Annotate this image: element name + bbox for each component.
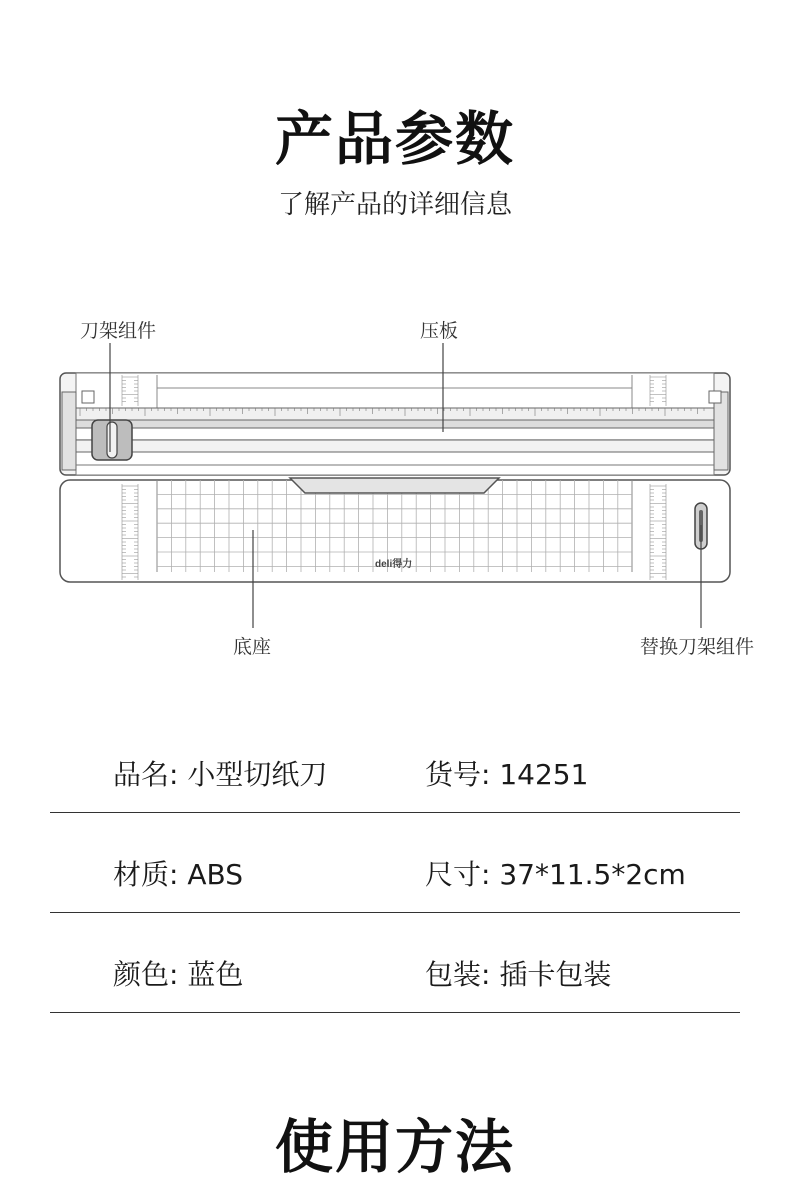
spec-row — [50, 713, 740, 813]
brand-logo: deli得力 — [375, 559, 413, 570]
blade-holder-slider — [92, 420, 132, 460]
spec-item-number: 货号: 14251 — [425, 758, 589, 791]
spec-color: 颜色: 蓝色 — [113, 958, 244, 991]
section-title-usage: 使用方法 — [274, 1113, 515, 1181]
spec-row — [50, 913, 740, 1013]
callout-replacement-blade: 替换刀架组件 — [640, 636, 755, 658]
divider — [50, 1012, 740, 1013]
spec-label: 尺寸 — [425, 858, 482, 891]
spec-label: 货号 — [425, 758, 482, 791]
spec-packaging: 包装: 插卡包装 — [425, 958, 612, 991]
spec-size: 尺寸: 37*11.5*2cm — [425, 858, 686, 891]
spec-value: ABS — [187, 858, 244, 891]
spec-label: 品名 — [113, 758, 170, 791]
spec-value: 插卡包装 — [499, 958, 612, 991]
page-subtitle: 了解产品的详细信息 — [277, 190, 512, 220]
callout-blade-holder: 刀架组件 — [80, 320, 157, 342]
spec-label: 材质 — [113, 858, 170, 891]
spec-label: 颜色 — [113, 958, 170, 991]
spec-value: 37*11.5*2cm — [499, 858, 686, 891]
spec-row — [50, 813, 740, 913]
spec-value: 蓝色 — [187, 958, 244, 991]
spec-material: 材质: ABS — [113, 858, 244, 891]
page-title: 产品参数 — [274, 105, 515, 173]
spec-label: 包装 — [425, 958, 482, 991]
spec-value: 小型切纸刀 — [187, 758, 328, 791]
callout-pressure-plate: 压板 — [420, 320, 459, 342]
cutter-top-rail — [60, 373, 730, 475]
callout-base: 底座 — [233, 636, 272, 658]
spec-name: 品名: 小型切纸刀 — [113, 758, 328, 791]
spec-value: 14251 — [499, 758, 589, 791]
